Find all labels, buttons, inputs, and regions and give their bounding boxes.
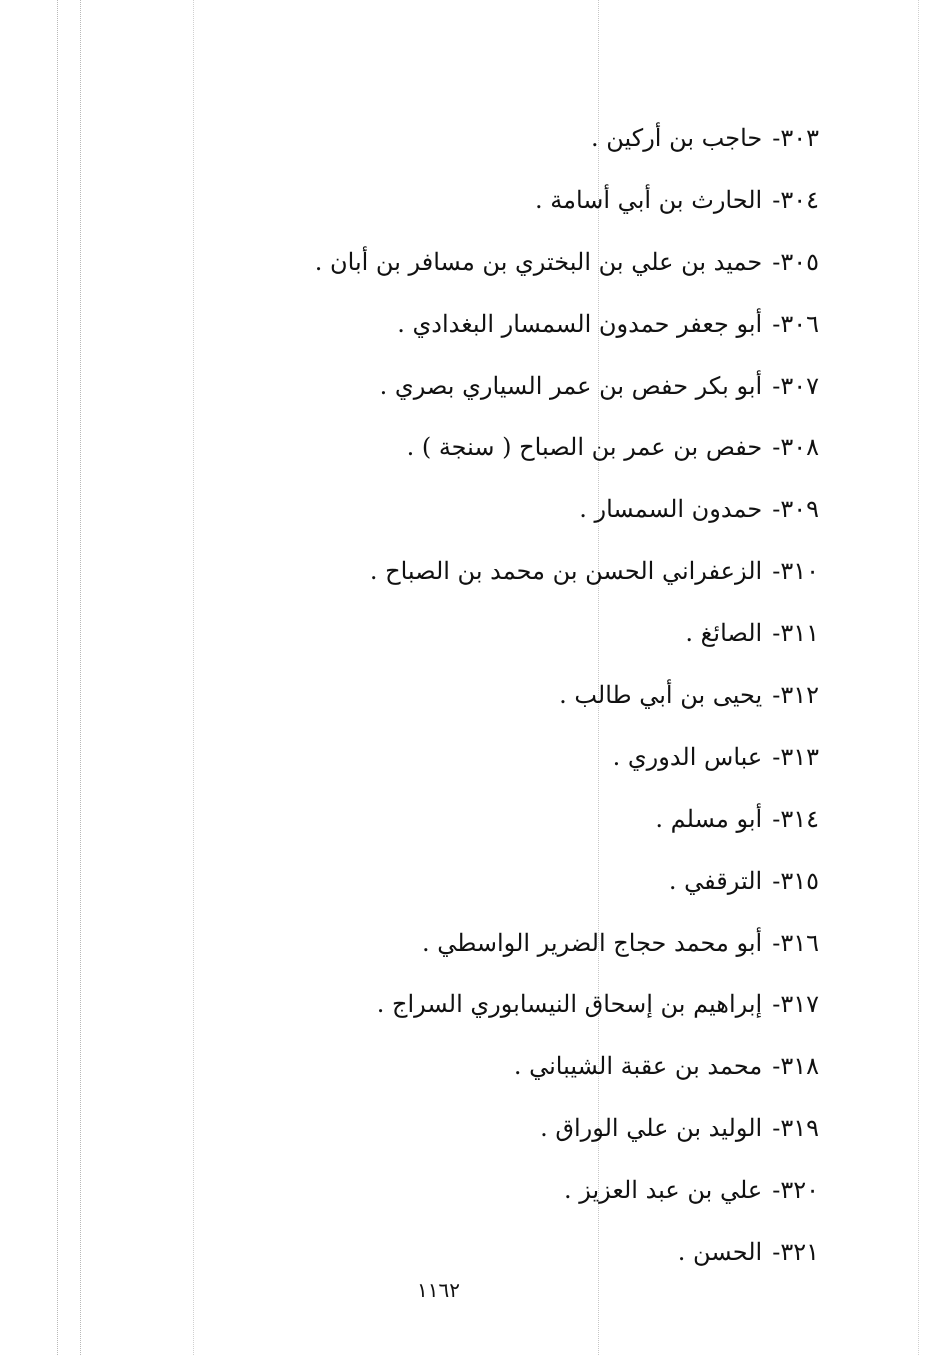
- list-item: [179, 479, 819, 541]
- margin-guide-line: [918, 0, 919, 1355]
- entry-number: ٣١٤-: [772, 804, 819, 833]
- entry-number: ٣٢١-: [772, 1238, 819, 1267]
- entry-text: الحسن .: [677, 1238, 763, 1267]
- entry-text: الحارث بن أبي أسامة .: [534, 185, 763, 214]
- entry-number: ٣٠٩-: [772, 495, 819, 524]
- entry-text: أبو جعفر حمدون السمسار البغدادي .: [397, 309, 763, 338]
- entry-text: حاجب بن أركين .: [591, 124, 763, 152]
- entry-text: حمدون السمسار .: [579, 495, 763, 524]
- list-item: [179, 232, 819, 294]
- page-number-text: ١١٦٢: [417, 1278, 460, 1302]
- entry-text: إبراهيم بن إسحاق النيسابوري السراج .: [376, 990, 763, 1019]
- list-item: [179, 108, 819, 170]
- entry-number: ٣١٨-: [772, 1052, 819, 1081]
- entry-text: الوليد بن علي الوراق .: [540, 1114, 763, 1143]
- entry-number: ٣١٠-: [772, 557, 819, 586]
- list-item: [179, 417, 819, 479]
- entry-number: ٣٠٧-: [772, 371, 819, 400]
- entry-text: أبو محمد حجاج الضرير الواسطي .: [421, 928, 763, 957]
- entry-text: الترقفي .: [668, 866, 763, 895]
- list-item: [179, 1222, 819, 1284]
- list-item: [179, 1036, 819, 1098]
- list-item: [179, 1160, 819, 1222]
- entry-text: محمد بن عقبة الشيباني .: [513, 1052, 763, 1081]
- entry-number: ٣٢٠-: [772, 1176, 819, 1205]
- list-item: [179, 913, 819, 975]
- page-number: [0, 1278, 937, 1302]
- list-item: [179, 727, 819, 789]
- entry-number: ٣٠٦-: [772, 309, 819, 338]
- entry-number: ٣١٧-: [772, 990, 819, 1019]
- narrator-list: [179, 108, 819, 1284]
- list-item: [179, 603, 819, 665]
- entry-text: الزعفراني الحسن بن محمد بن الصباح .: [369, 557, 763, 586]
- entry-text: علي بن عبد العزيز .: [563, 1176, 763, 1205]
- entry-number: ٣٠٣-: [772, 124, 819, 152]
- list-item: [179, 294, 819, 356]
- entry-number: ٣١٣-: [772, 742, 819, 771]
- entry-number: ٣١٦-: [772, 928, 819, 957]
- list-item: [179, 789, 819, 851]
- entry-number: ٣١٢-: [772, 681, 819, 710]
- entry-number: ٣١١-: [772, 619, 819, 648]
- entry-text: الصائغ .: [685, 619, 763, 648]
- entry-text: عباس الدوري .: [612, 742, 763, 771]
- list-item: [179, 851, 819, 913]
- entry-number: ٣٠٥-: [772, 247, 819, 276]
- list-item: [179, 356, 819, 418]
- margin-guide-line: [57, 0, 58, 1355]
- entry-text: حميد بن علي بن البختري بن مسافر بن أبان .: [314, 247, 763, 276]
- list-item: [179, 665, 819, 727]
- list-item: [179, 1098, 819, 1160]
- margin-guide-line: [80, 0, 81, 1355]
- entry-number: ٣١٩-: [772, 1114, 819, 1143]
- list-item: [179, 541, 819, 603]
- entry-text: يحيى بن أبي طالب .: [559, 681, 763, 710]
- entry-text: أبو مسلم .: [655, 804, 763, 833]
- entry-text: أبو بكر حفص بن عمر السياري بصري .: [379, 371, 763, 400]
- entry-text: حفص بن عمر بن الصباح ( سنجة ) .: [406, 433, 763, 462]
- entry-number: ٣٠٨-: [772, 433, 819, 462]
- entry-number: ٣١٥-: [772, 866, 819, 895]
- entry-number: ٣٠٤-: [772, 185, 819, 214]
- list-item: [179, 170, 819, 232]
- list-item: [179, 974, 819, 1036]
